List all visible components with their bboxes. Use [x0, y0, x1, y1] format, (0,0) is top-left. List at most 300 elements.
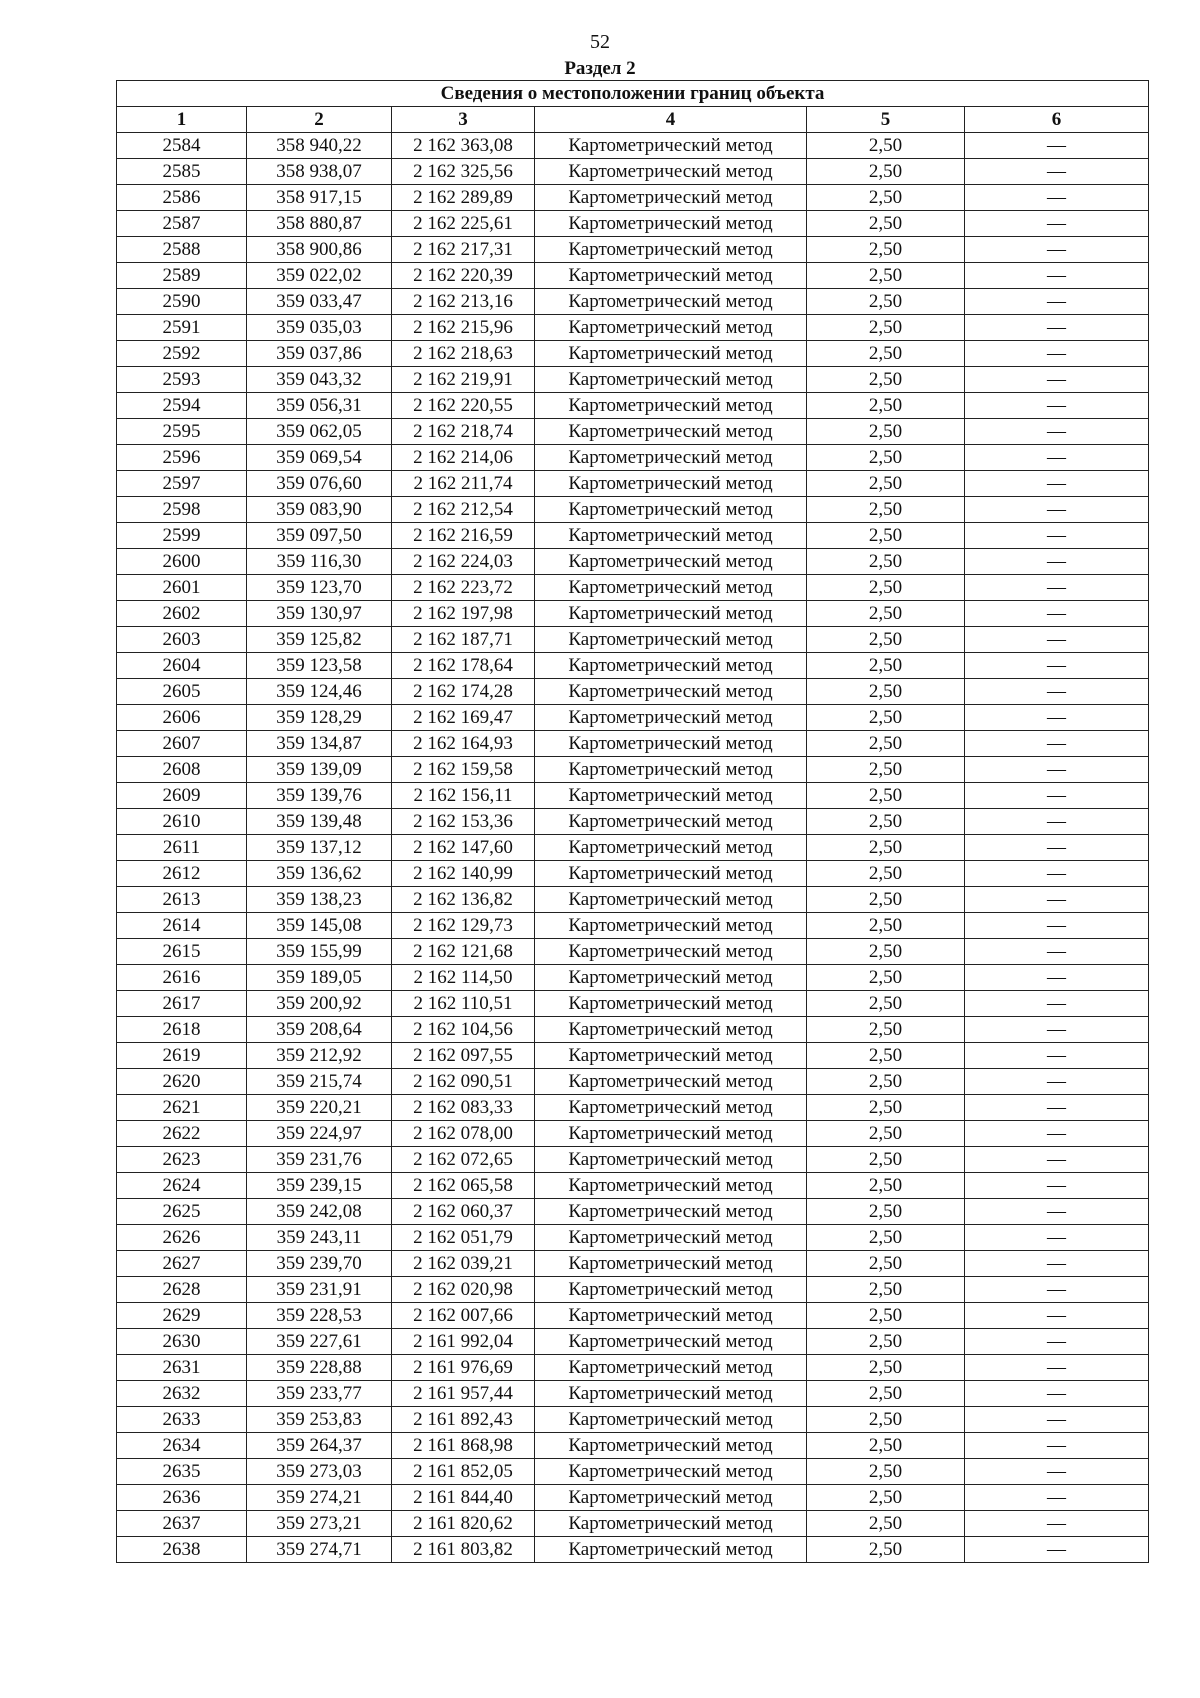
point-number-cell: 2597 — [117, 471, 247, 497]
point-number-cell: 2609 — [117, 783, 247, 809]
point-number-cell: 2632 — [117, 1381, 247, 1407]
y-coordinate-cell: 2 162 215,96 — [392, 315, 535, 341]
table-row — [117, 1433, 1149, 1459]
table-row — [117, 1485, 1149, 1511]
x-coordinate-cell: 359 139,48 — [247, 809, 392, 835]
y-coordinate-cell: 2 162 216,59 — [392, 523, 535, 549]
y-coordinate-cell: 2 162 110,51 — [392, 991, 535, 1017]
method-cell: Картометрический метод — [535, 315, 807, 341]
description-cell: — — [965, 393, 1149, 419]
point-number-cell: 2623 — [117, 1147, 247, 1173]
method-cell: Картометрический метод — [535, 1121, 807, 1147]
table-row — [117, 419, 1149, 445]
point-number-cell: 2618 — [117, 1017, 247, 1043]
method-cell: Картометрический метод — [535, 1069, 807, 1095]
accuracy-cell: 2,50 — [807, 887, 965, 913]
x-coordinate-cell: 359 224,97 — [247, 1121, 392, 1147]
method-cell: Картометрический метод — [535, 731, 807, 757]
y-coordinate-cell: 2 162 020,98 — [392, 1277, 535, 1303]
accuracy-cell: 2,50 — [807, 1329, 965, 1355]
table-row — [117, 1355, 1149, 1381]
point-number-cell: 2630 — [117, 1329, 247, 1355]
method-cell: Картометрический метод — [535, 445, 807, 471]
method-cell: Картометрический метод — [535, 159, 807, 185]
accuracy-cell: 2,50 — [807, 419, 965, 445]
point-number-cell: 2593 — [117, 367, 247, 393]
accuracy-cell: 2,50 — [807, 185, 965, 211]
table-row — [117, 1329, 1149, 1355]
x-coordinate-cell: 358 900,86 — [247, 237, 392, 263]
accuracy-cell: 2,50 — [807, 133, 965, 159]
table-row — [117, 523, 1149, 549]
y-coordinate-cell: 2 162 114,50 — [392, 965, 535, 991]
y-coordinate-cell: 2 162 007,66 — [392, 1303, 535, 1329]
column-header: 1 — [117, 107, 247, 133]
x-coordinate-cell: 359 097,50 — [247, 523, 392, 549]
description-cell: — — [965, 913, 1149, 939]
y-coordinate-cell: 2 162 218,74 — [392, 419, 535, 445]
point-number-cell: 2610 — [117, 809, 247, 835]
y-coordinate-cell: 2 162 097,55 — [392, 1043, 535, 1069]
table-row — [117, 263, 1149, 289]
description-cell: — — [965, 1069, 1149, 1095]
description-cell: — — [965, 1199, 1149, 1225]
accuracy-cell: 2,50 — [807, 159, 965, 185]
description-cell: — — [965, 1277, 1149, 1303]
y-coordinate-cell: 2 162 217,31 — [392, 237, 535, 263]
point-number-cell: 2628 — [117, 1277, 247, 1303]
y-coordinate-cell: 2 161 803,82 — [392, 1537, 535, 1563]
description-cell: — — [965, 315, 1149, 341]
y-coordinate-cell: 2 162 218,63 — [392, 341, 535, 367]
description-cell: — — [965, 1095, 1149, 1121]
y-coordinate-cell: 2 161 844,40 — [392, 1485, 535, 1511]
x-coordinate-cell: 359 022,02 — [247, 263, 392, 289]
accuracy-cell: 2,50 — [807, 1277, 965, 1303]
point-number-cell: 2589 — [117, 263, 247, 289]
y-coordinate-cell: 2 162 153,36 — [392, 809, 535, 835]
method-cell: Картометрический метод — [535, 939, 807, 965]
method-cell: Картометрический метод — [535, 237, 807, 263]
table-row — [117, 965, 1149, 991]
x-coordinate-cell: 359 138,23 — [247, 887, 392, 913]
accuracy-cell: 2,50 — [807, 991, 965, 1017]
x-coordinate-cell: 359 123,70 — [247, 575, 392, 601]
description-cell: — — [965, 211, 1149, 237]
accuracy-cell: 2,50 — [807, 939, 965, 965]
x-coordinate-cell: 359 124,46 — [247, 679, 392, 705]
x-coordinate-cell: 359 200,92 — [247, 991, 392, 1017]
y-coordinate-cell: 2 162 187,71 — [392, 627, 535, 653]
table-body — [117, 133, 1149, 1563]
description-cell: — — [965, 575, 1149, 601]
table-row — [117, 549, 1149, 575]
method-cell: Картометрический метод — [535, 133, 807, 159]
accuracy-cell: 2,50 — [807, 1199, 965, 1225]
point-number-cell: 2596 — [117, 445, 247, 471]
table-row — [117, 393, 1149, 419]
section-title: Раздел 2 — [564, 58, 636, 79]
description-cell: — — [965, 471, 1149, 497]
y-coordinate-cell: 2 162 197,98 — [392, 601, 535, 627]
y-coordinate-cell: 2 162 174,28 — [392, 679, 535, 705]
x-coordinate-cell: 359 243,11 — [247, 1225, 392, 1251]
method-cell: Картометрический метод — [535, 1485, 807, 1511]
description-cell: — — [965, 549, 1149, 575]
table-row — [117, 575, 1149, 601]
description-cell: — — [965, 1329, 1149, 1355]
point-number-cell: 2613 — [117, 887, 247, 913]
accuracy-cell: 2,50 — [807, 445, 965, 471]
y-coordinate-cell: 2 162 212,54 — [392, 497, 535, 523]
x-coordinate-cell: 359 062,05 — [247, 419, 392, 445]
accuracy-cell: 2,50 — [807, 1225, 965, 1251]
accuracy-cell: 2,50 — [807, 1433, 965, 1459]
description-cell: — — [965, 419, 1149, 445]
table-row — [117, 1407, 1149, 1433]
accuracy-cell: 2,50 — [807, 1407, 965, 1433]
point-number-cell: 2588 — [117, 237, 247, 263]
description-cell: — — [965, 679, 1149, 705]
table-caption-row — [117, 81, 1149, 107]
description-cell: — — [965, 705, 1149, 731]
x-coordinate-cell: 358 940,22 — [247, 133, 392, 159]
column-header: 6 — [965, 107, 1149, 133]
y-coordinate-cell: 2 162 051,79 — [392, 1225, 535, 1251]
method-cell: Картометрический метод — [535, 783, 807, 809]
y-coordinate-cell: 2 161 892,43 — [392, 1407, 535, 1433]
description-cell: — — [965, 263, 1149, 289]
boundary-coordinates-table — [116, 80, 1149, 1563]
description-cell: — — [965, 1381, 1149, 1407]
description-cell: — — [965, 341, 1149, 367]
method-cell: Картометрический метод — [535, 367, 807, 393]
description-cell: — — [965, 757, 1149, 783]
point-number-cell: 2612 — [117, 861, 247, 887]
accuracy-cell: 2,50 — [807, 211, 965, 237]
table-row — [117, 1277, 1149, 1303]
method-cell: Картометрический метод — [535, 575, 807, 601]
x-coordinate-cell: 359 239,15 — [247, 1173, 392, 1199]
description-cell: — — [965, 991, 1149, 1017]
point-number-cell: 2586 — [117, 185, 247, 211]
point-number-cell: 2594 — [117, 393, 247, 419]
y-coordinate-cell: 2 162 223,72 — [392, 575, 535, 601]
description-cell: — — [965, 1485, 1149, 1511]
method-cell: Картометрический метод — [535, 1199, 807, 1225]
point-number-cell: 2590 — [117, 289, 247, 315]
table-row — [117, 497, 1149, 523]
x-coordinate-cell: 359 116,30 — [247, 549, 392, 575]
point-number-cell: 2584 — [117, 133, 247, 159]
description-cell: — — [965, 601, 1149, 627]
table-row — [117, 861, 1149, 887]
table-row — [117, 679, 1149, 705]
method-cell: Картометрический метод — [535, 1043, 807, 1069]
y-coordinate-cell: 2 162 219,91 — [392, 367, 535, 393]
column-header: 2 — [247, 107, 392, 133]
method-cell: Картометрический метод — [535, 1147, 807, 1173]
method-cell: Картометрический метод — [535, 1537, 807, 1563]
table-row — [117, 367, 1149, 393]
x-coordinate-cell: 359 274,21 — [247, 1485, 392, 1511]
table-row — [117, 1095, 1149, 1121]
point-number-cell: 2631 — [117, 1355, 247, 1381]
description-cell: — — [965, 445, 1149, 471]
accuracy-cell: 2,50 — [807, 549, 965, 575]
method-cell: Картометрический метод — [535, 835, 807, 861]
point-number-cell: 2599 — [117, 523, 247, 549]
accuracy-cell: 2,50 — [807, 1485, 965, 1511]
accuracy-cell: 2,50 — [807, 1251, 965, 1277]
x-coordinate-cell: 359 215,74 — [247, 1069, 392, 1095]
table-row — [117, 653, 1149, 679]
description-cell: — — [965, 1225, 1149, 1251]
method-cell: Картометрический метод — [535, 549, 807, 575]
y-coordinate-cell: 2 162 363,08 — [392, 133, 535, 159]
accuracy-cell: 2,50 — [807, 601, 965, 627]
y-coordinate-cell: 2 161 976,69 — [392, 1355, 535, 1381]
accuracy-cell: 2,50 — [807, 627, 965, 653]
x-coordinate-cell: 359 139,76 — [247, 783, 392, 809]
accuracy-cell: 2,50 — [807, 705, 965, 731]
x-coordinate-cell: 359 035,03 — [247, 315, 392, 341]
x-coordinate-cell: 358 938,07 — [247, 159, 392, 185]
y-coordinate-cell: 2 162 159,58 — [392, 757, 535, 783]
accuracy-cell: 2,50 — [807, 1537, 965, 1563]
point-number-cell: 2634 — [117, 1433, 247, 1459]
description-cell: — — [965, 627, 1149, 653]
method-cell: Картометрический метод — [535, 1407, 807, 1433]
description-cell: — — [965, 523, 1149, 549]
method-cell: Картометрический метод — [535, 1459, 807, 1485]
description-cell: — — [965, 965, 1149, 991]
accuracy-cell: 2,50 — [807, 1173, 965, 1199]
point-number-cell: 2622 — [117, 1121, 247, 1147]
accuracy-cell: 2,50 — [807, 1121, 965, 1147]
table-row — [117, 315, 1149, 341]
accuracy-cell: 2,50 — [807, 679, 965, 705]
accuracy-cell: 2,50 — [807, 913, 965, 939]
table-row — [117, 887, 1149, 913]
method-cell: Картометрический метод — [535, 887, 807, 913]
x-coordinate-cell: 359 189,05 — [247, 965, 392, 991]
accuracy-cell: 2,50 — [807, 1017, 965, 1043]
table-row — [117, 289, 1149, 315]
table-row — [117, 445, 1149, 471]
method-cell: Картометрический метод — [535, 185, 807, 211]
x-coordinate-cell: 359 139,09 — [247, 757, 392, 783]
x-coordinate-cell: 359 228,53 — [247, 1303, 392, 1329]
y-coordinate-cell: 2 162 090,51 — [392, 1069, 535, 1095]
x-coordinate-cell: 359 123,58 — [247, 653, 392, 679]
accuracy-cell: 2,50 — [807, 861, 965, 887]
point-number-cell: 2621 — [117, 1095, 247, 1121]
column-header: 5 — [807, 107, 965, 133]
point-number-cell: 2598 — [117, 497, 247, 523]
accuracy-cell: 2,50 — [807, 809, 965, 835]
y-coordinate-cell: 2 162 225,61 — [392, 211, 535, 237]
x-coordinate-cell: 359 145,08 — [247, 913, 392, 939]
description-cell: — — [965, 1407, 1149, 1433]
accuracy-cell: 2,50 — [807, 1381, 965, 1407]
y-coordinate-cell: 2 161 820,62 — [392, 1511, 535, 1537]
description-cell: — — [965, 289, 1149, 315]
table-row — [117, 237, 1149, 263]
y-coordinate-cell: 2 162 140,99 — [392, 861, 535, 887]
y-coordinate-cell: 2 162 147,60 — [392, 835, 535, 861]
method-cell: Картометрический метод — [535, 1173, 807, 1199]
y-coordinate-cell: 2 161 992,04 — [392, 1329, 535, 1355]
description-cell: — — [965, 185, 1149, 211]
table-row — [117, 471, 1149, 497]
y-coordinate-cell: 2 161 957,44 — [392, 1381, 535, 1407]
method-cell: Картометрический метод — [535, 393, 807, 419]
description-cell: — — [965, 367, 1149, 393]
method-cell: Картометрический метод — [535, 705, 807, 731]
table-row — [117, 783, 1149, 809]
x-coordinate-cell: 359 137,12 — [247, 835, 392, 861]
description-cell: — — [965, 1537, 1149, 1563]
method-cell: Картометрический метод — [535, 679, 807, 705]
accuracy-cell: 2,50 — [807, 731, 965, 757]
description-cell: — — [965, 237, 1149, 263]
point-number-cell: 2616 — [117, 965, 247, 991]
y-coordinate-cell: 2 162 129,73 — [392, 913, 535, 939]
x-coordinate-cell: 359 208,64 — [247, 1017, 392, 1043]
x-coordinate-cell: 359 136,62 — [247, 861, 392, 887]
point-number-cell: 2601 — [117, 575, 247, 601]
table-row — [117, 757, 1149, 783]
accuracy-cell: 2,50 — [807, 653, 965, 679]
point-number-cell: 2608 — [117, 757, 247, 783]
table-caption: Сведения о местоположении границ объекта — [117, 81, 1149, 107]
accuracy-cell: 2,50 — [807, 1303, 965, 1329]
method-cell: Картометрический метод — [535, 1251, 807, 1277]
y-coordinate-cell: 2 162 213,16 — [392, 289, 535, 315]
method-cell: Картометрический метод — [535, 861, 807, 887]
description-cell: — — [965, 1017, 1149, 1043]
point-number-cell: 2627 — [117, 1251, 247, 1277]
description-cell: — — [965, 1303, 1149, 1329]
method-cell: Картометрический метод — [535, 1017, 807, 1043]
y-coordinate-cell: 2 162 289,89 — [392, 185, 535, 211]
description-cell: — — [965, 731, 1149, 757]
table-row — [117, 1147, 1149, 1173]
point-number-cell: 2620 — [117, 1069, 247, 1095]
table-row — [117, 1043, 1149, 1069]
point-number-cell: 2625 — [117, 1199, 247, 1225]
accuracy-cell: 2,50 — [807, 1355, 965, 1381]
point-number-cell: 2604 — [117, 653, 247, 679]
x-coordinate-cell: 359 274,71 — [247, 1537, 392, 1563]
point-number-cell: 2636 — [117, 1485, 247, 1511]
x-coordinate-cell: 359 273,03 — [247, 1459, 392, 1485]
point-number-cell: 2607 — [117, 731, 247, 757]
description-cell: — — [965, 653, 1149, 679]
point-number-cell: 2587 — [117, 211, 247, 237]
method-cell: Картометрический метод — [535, 913, 807, 939]
method-cell: Картометрический метод — [535, 1225, 807, 1251]
accuracy-cell: 2,50 — [807, 1095, 965, 1121]
description-cell: — — [965, 497, 1149, 523]
table-row — [117, 185, 1149, 211]
point-number-cell: 2605 — [117, 679, 247, 705]
description-cell: — — [965, 835, 1149, 861]
x-coordinate-cell: 359 212,92 — [247, 1043, 392, 1069]
x-coordinate-cell: 359 128,29 — [247, 705, 392, 731]
point-number-cell: 2638 — [117, 1537, 247, 1563]
x-coordinate-cell: 359 220,21 — [247, 1095, 392, 1121]
method-cell: Картометрический метод — [535, 497, 807, 523]
description-cell: — — [965, 1121, 1149, 1147]
accuracy-cell: 2,50 — [807, 237, 965, 263]
y-coordinate-cell: 2 162 220,55 — [392, 393, 535, 419]
method-cell: Картометрический метод — [535, 1433, 807, 1459]
table-row — [117, 809, 1149, 835]
table-row — [117, 1199, 1149, 1225]
point-number-cell: 2592 — [117, 341, 247, 367]
y-coordinate-cell: 2 162 214,06 — [392, 445, 535, 471]
method-cell: Картометрический метод — [535, 1095, 807, 1121]
y-coordinate-cell: 2 162 136,82 — [392, 887, 535, 913]
method-cell: Картометрический метод — [535, 653, 807, 679]
table-row — [117, 1511, 1149, 1537]
accuracy-cell: 2,50 — [807, 1459, 965, 1485]
method-cell: Картометрический метод — [535, 1511, 807, 1537]
table-row — [117, 211, 1149, 237]
description-cell: — — [965, 861, 1149, 887]
x-coordinate-cell: 359 239,70 — [247, 1251, 392, 1277]
method-cell: Картометрический метод — [535, 263, 807, 289]
description-cell: — — [965, 809, 1149, 835]
method-cell: Картометрический метод — [535, 601, 807, 627]
y-coordinate-cell: 2 162 083,33 — [392, 1095, 535, 1121]
table-row — [117, 627, 1149, 653]
accuracy-cell: 2,50 — [807, 367, 965, 393]
point-number-cell: 2585 — [117, 159, 247, 185]
description-cell: — — [965, 1355, 1149, 1381]
method-cell: Картометрический метод — [535, 1303, 807, 1329]
x-coordinate-cell: 359 227,61 — [247, 1329, 392, 1355]
method-cell: Картометрический метод — [535, 289, 807, 315]
y-coordinate-cell: 2 162 178,64 — [392, 653, 535, 679]
x-coordinate-cell: 359 125,82 — [247, 627, 392, 653]
y-coordinate-cell: 2 162 164,93 — [392, 731, 535, 757]
table-row — [117, 1381, 1149, 1407]
point-number-cell: 2619 — [117, 1043, 247, 1069]
accuracy-cell: 2,50 — [807, 523, 965, 549]
table-row — [117, 731, 1149, 757]
method-cell: Картометрический метод — [535, 211, 807, 237]
table-row — [117, 1459, 1149, 1485]
x-coordinate-cell: 359 037,86 — [247, 341, 392, 367]
x-coordinate-cell: 359 076,60 — [247, 471, 392, 497]
accuracy-cell: 2,50 — [807, 575, 965, 601]
x-coordinate-cell: 359 233,77 — [247, 1381, 392, 1407]
table-row — [117, 133, 1149, 159]
point-number-cell: 2600 — [117, 549, 247, 575]
method-cell: Картометрический метод — [535, 1355, 807, 1381]
point-number-cell: 2637 — [117, 1511, 247, 1537]
description-cell: — — [965, 939, 1149, 965]
table-row — [117, 913, 1149, 939]
point-number-cell: 2629 — [117, 1303, 247, 1329]
x-coordinate-cell: 359 242,08 — [247, 1199, 392, 1225]
y-coordinate-cell: 2 162 156,11 — [392, 783, 535, 809]
table-row — [117, 1173, 1149, 1199]
table-row — [117, 1017, 1149, 1043]
